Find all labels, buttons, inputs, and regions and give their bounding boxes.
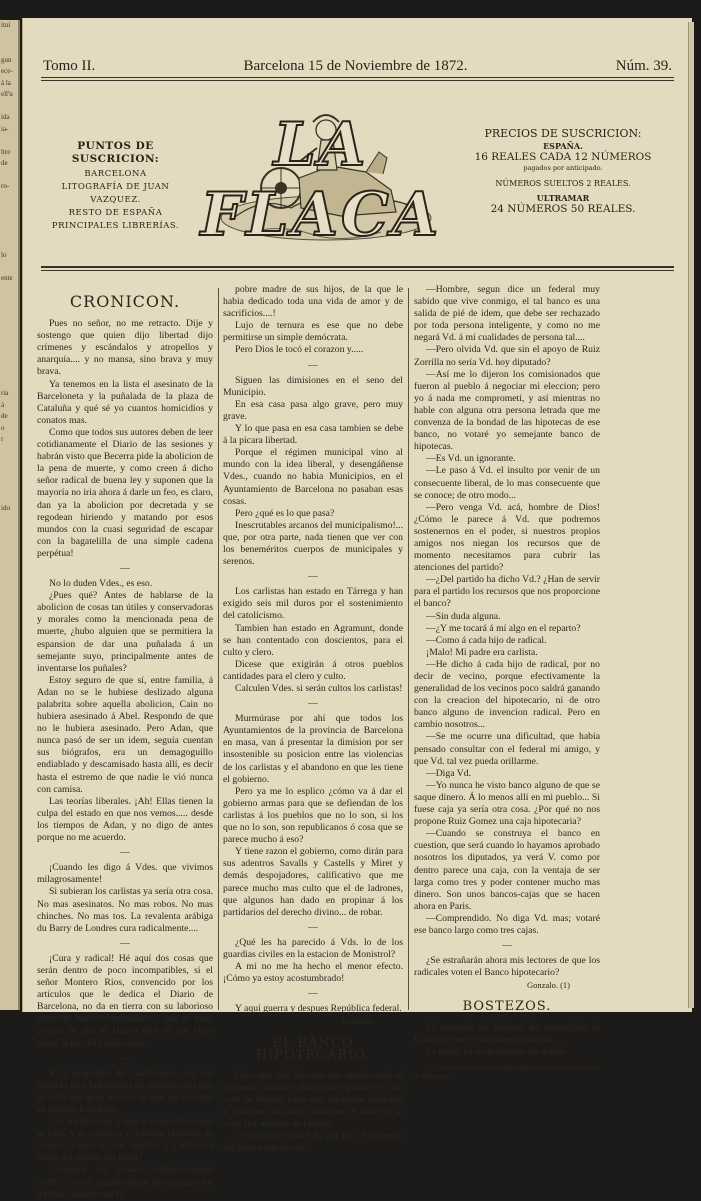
- prev-page-fragment: [0, 308, 18, 320]
- paragraph: ¿Qué les ha parecido á Vds. lo de los guardias civiles en la estacion de Monistrol?: [223, 936, 403, 960]
- prev-page-fragment: [0, 733, 18, 745]
- paragraph: pobre madre de sus hijos, de la que le habia dedicado toda una vida de amor y de sacrificios....!: [223, 284, 403, 320]
- dateline: Barcelona 15 de Noviembre de 1872.: [243, 58, 468, 74]
- paragraph: Calculen Vdes. si serán cultos los carlistas!: [235, 683, 403, 694]
- prev-page-fragment: [0, 618, 18, 630]
- paragraph: Y tiene razon el gobierno, como dirán para sus adentros Savalls y Castells y Miret y demás despojadores, calificativo que me parece mucho mas culto que el de ladrones, que algunos han dado en propinar á los partidarios del derecho divino... de robar.: [223, 846, 403, 918]
- prev-page-fragment: ltre: [1, 147, 11, 156]
- paragraph: —¿Del partido ha dicho Vd.? ¿Han de servir para el partido los recursos que nos proporcione el banco?: [414, 574, 600, 610]
- prev-page-fragment: [0, 549, 18, 561]
- prev-page-fragment: [0, 32, 18, 44]
- paragraph: —Diga Vd.: [426, 767, 472, 779]
- prev-page-fragment: [0, 584, 18, 596]
- section-separator: —: [308, 359, 318, 371]
- puntos-title: PUNTOS DE SUSCRICION:: [71, 140, 160, 165]
- paragraph: Lujo de ternura es ese que no debe permitirse un simple demócrata.: [223, 320, 403, 344]
- section-separator: —: [308, 571, 318, 583]
- paragraph: ¡Malo! Mi padre era carlista.: [426, 646, 538, 658]
- prev-page-fragment: [0, 710, 18, 722]
- precios-reales: 16 REALES CADA 12 NÚMEROS: [474, 151, 652, 163]
- prev-page-fragment: ituí: [1, 21, 11, 29]
- prev-page-fragment: [0, 446, 18, 458]
- paragraph: —Sin duda alguna.: [426, 610, 501, 622]
- precios-pagados: pagados por anticipado.: [523, 164, 603, 172]
- paragraph: —Hombre, segun dice un federal muy sabido que vive conmigo, el tal banco es una salida de pié de idem, que debe ser rechazado por toda persona inteligente, y como no me negará Vd. á mí cualidades de persona tal....: [414, 284, 600, 344]
- paragraph: Tambien han estado en Agramunt, donde se han contentado con doscientos, para el culto y clero.: [223, 622, 403, 658]
- paragraph: En esa casa pasa algo grave, pero muy grave.: [223, 398, 403, 422]
- prev-page-fragment: [0, 653, 18, 665]
- prev-page-fragment: [0, 572, 18, 584]
- newspaper-page: [22, 18, 692, 1200]
- prev-page-fragment: [0, 296, 18, 308]
- puntos-line: PRINCIPALES LIBRERÍAS.: [51, 221, 180, 231]
- paragraph: Los carlistas han estado en Tárrega y han exigido seis mil duros por el sostenimiento del catolicismo.: [223, 586, 403, 622]
- paragraph: Murmúrase por ahí que todos los Ayuntamientos de la provincia de Barcelona en masa, van á presentar la dimision por ser insostenible su posicion entre las violencias de los carlistas y el abandono en que les tiene el gobierno.: [223, 713, 403, 785]
- prev-page-fragment: [0, 239, 18, 251]
- paragraph: Siguen las dimisiones en el seno del Municipio.: [223, 374, 403, 398]
- prev-page-fragment: [0, 377, 18, 389]
- prev-page-fragment: [0, 365, 18, 377]
- column-right: [414, 284, 600, 1081]
- prev-page-fragment: [0, 319, 18, 331]
- paragraph: Pues no señor, no me retracto. Dije y sostengo que quien dijo libertad dijo crímenes y escándalos y atropellos y anarquía.... y no mansa, sino brava y muy brava.: [37, 318, 213, 378]
- puntos-suscricion: [43, 140, 188, 233]
- masthead-rule-thin: [41, 80, 674, 81]
- precios-sueltos: NÚMEROS SUELTOS 2 REALES.: [495, 179, 631, 188]
- prev-page-fragment: [0, 262, 18, 274]
- prev-page-fragment: [0, 722, 18, 734]
- prev-page-fragment: [0, 595, 18, 607]
- paragraph: Pero Dios le tocó el corazon y.....: [235, 344, 364, 356]
- paragraph: —Con que ¿vota Vd., por fin, el proyecto del Banco hipotecario?: [223, 1130, 403, 1154]
- paragraph: —Cuando se construya el banco en cuestion, que será cuando lo hayamos aprobado nosotros los diputados, ya verá V. como por dentro parece una caja, con la ventaja de ser larga como tres y poder contener mucho mas dinero. Son unos bancos-cajas que se hacen ahora en Paris.: [414, 828, 600, 912]
- prev-page-fragment: ia-: [1, 124, 9, 133]
- section-separator: —: [120, 1052, 130, 1064]
- header-rule: [41, 266, 674, 268]
- bostezos-title: BOSTEZOS.: [462, 999, 552, 1015]
- paragraph: —Le paso á Vd. el insulto por venir de un consecuente liberal, de lo mas consecuente que se conoce; de otro modo...: [414, 465, 600, 501]
- page-edge: [688, 22, 694, 1008]
- tomo-label: Tomo II.: [43, 58, 96, 74]
- paragraph: —Así me lo dijeron los comisionados que fueron al pueblo á negociar mi eleccion; pero yo á nada me comprometí, y así mientras no hable con alguna otra persona letrada que me convenza de la bondad de las hipotecas de ese banco, no votaré yo semejante banco de hipotecas.: [414, 368, 600, 453]
- prev-page-fragment: [0, 676, 18, 688]
- prev-page-fragment: [0, 331, 18, 343]
- paragraph: —Se me ocurre una dificultad, que había pensado consultar con el federal mi amigo, y que Vd. tal vez pueda orillarme.: [414, 731, 600, 767]
- paragraph: ¿Se estrañarán ahora mis lectores de que los radicales voten el Banco hipotecario?: [414, 955, 600, 979]
- precios-ultramar: ULTRAMAR: [536, 193, 590, 203]
- prev-page-fragment: ente: [1, 274, 13, 282]
- prev-page-fragment: [0, 526, 18, 538]
- prev-page-fragment: [0, 791, 18, 803]
- paragraph: Pero ya me lo esplico ¿cómo va á dar el gobierno armas para que se defiendan de los carlistas á los pueblos que no lo son, si los que no lo son, son republicanos ó cosa que se parece mucho á eso?: [223, 785, 403, 846]
- puntos-line: BARCELONA: [84, 169, 147, 179]
- paragraph: ¡Cuando les digo á Vdes. que vivimos milagrosamente!: [37, 862, 213, 886]
- paragraph: —Comprendido. No diga Vd. mas; votaré ese banco largo como tres cajas.: [414, 912, 600, 936]
- header-rule-thin: [41, 270, 674, 271]
- banco-title: EL BANCO HIPOTECARIO.: [255, 1035, 371, 1063]
- prev-page-fragment: [0, 101, 18, 113]
- paragraph: Creo que mis lectores me agradecerán el siguiente sabroso dialoguillo pasado en un café de Madrid entre dos diputados radicales y oido por un amigo mio que se halla en la córte por asuntos de familia.: [223, 1069, 403, 1130]
- prev-page-fragment: [0, 664, 18, 676]
- prev-page-fragment: de: [1, 159, 8, 167]
- prev-page-fragment: [0, 848, 18, 860]
- prev-page-fragment: [0, 825, 18, 837]
- column-cronicon: [37, 290, 213, 1200]
- prev-page-fragment: [0, 883, 18, 895]
- prev-page-fragment: [0, 43, 18, 55]
- prev-page-fragment: á: [1, 400, 5, 409]
- puntos-line: RESTO DE ESPAÑA: [68, 208, 163, 218]
- prev-page-fragment: [0, 170, 18, 182]
- prev-page-fragment: [0, 354, 18, 366]
- column-divider: [408, 288, 409, 1010]
- prev-page-fragment: ida: [1, 113, 10, 121]
- paragraph: —He dicho á cada hijo de radical, por no decir de vecino, porque efectivamente la generalidad de los vecinos poco saldrá ganando con la creacion del hipotecario, ni de otro banco alguno de invencion radical. Pero en cambio nosotros...: [414, 658, 600, 731]
- section-separator: —: [120, 562, 130, 574]
- prev-page-fragment: [0, 756, 18, 768]
- prev-page-fragment: [0, 561, 18, 573]
- paragraph: A mí no me ha hecho el menor efecto. ¡Cómo ya estoy acostumbrado!: [223, 961, 403, 985]
- section-separator: —: [120, 937, 130, 949]
- signature: Gonzalo. (1): [527, 980, 570, 991]
- paragraph: Es inútil; ya le declararán los demás.: [426, 1045, 569, 1057]
- paragraph: Dicese que exigirán á otros pueblos cantidades para el clero y culto.: [223, 658, 403, 682]
- cronicon-title: CRONICON.: [69, 292, 181, 311]
- paragraph: Consentir en casarse religiosamente ¡¡¡él!!.. por el simple placer de endulzar los últimos instantes de la: [37, 1164, 213, 1200]
- footnote: (1) Para evitar sospechas hago público que no soy el asesino de Melendo.: [414, 1063, 600, 1081]
- prev-page-fragment: [0, 538, 18, 550]
- prev-page-fragment: ece-: [1, 67, 13, 75]
- prev-page-fragment: [0, 216, 18, 228]
- precios-title: PRECIOS DE SUSCRICION:: [484, 127, 642, 140]
- prev-page-fragment: [0, 745, 18, 757]
- prev-page-fragment: [0, 802, 18, 814]
- paragraph: —Pero olvida Vd. que sin el apoyo de Ruiz Zorrilla no sería Vd. hoy diputado?: [414, 344, 600, 368]
- prev-page-fragment: [0, 837, 18, 849]
- paragraph: Y lo que pasa en esa casa tambien se debe á la picara libertad.: [223, 423, 403, 447]
- paragraph: ¡Cura y radical! Hé aquí dos cosas que serán dentro de poco incompatibles, si el señor Montero Rios, convencido por los artículos que le dedica el Diario de Barcelona, no da en tierra con su laborioso proyecto bucólico-eclesiástico, que si dará, porque lo que el Diario dice es tan claro como la luz del catolicismo.: [37, 952, 213, 1049]
- prev-page-fragment: [0, 607, 18, 619]
- logo-title: LA FLACA: [200, 110, 442, 250]
- prev-page-fragment: [0, 342, 18, 354]
- prev-page-fragment: r: [1, 435, 4, 443]
- column-middle: [223, 284, 403, 1154]
- masthead-rule: [41, 77, 674, 78]
- prev-page-fragment: [0, 193, 18, 205]
- paragraph: Las teorías liberales. ¡Ah! Ellas tienen la culpa del estado en que nos vemos..... desde los tiempos de Adan, y no digo de antes porque no me acuerdo.: [37, 795, 213, 844]
- prev-page-fragment: [0, 641, 18, 653]
- paragraph: Ya tenemos en la lista el asesinato de la Barceloneta y la puñalada de la plaza de Cataluña y qué sé yo cuantos homicidios y conatos mas.: [37, 378, 213, 426]
- prev-page-fragment: [0, 227, 18, 239]
- precios-suscricion: [453, 128, 673, 215]
- section-separator: —: [308, 698, 318, 710]
- column-divider: [218, 288, 219, 1010]
- prev-page-fragment: [0, 630, 18, 642]
- paragraph: —Como á cada hijo de radical.: [426, 634, 547, 646]
- prev-page-fragment: ido: [1, 504, 10, 512]
- signature: Cebuelo.: [342, 1016, 373, 1027]
- prev-page-fragment: [0, 492, 18, 504]
- section-separator: —: [120, 847, 130, 859]
- precios-ultramar-price: 24 NÚMEROS 50 REALES.: [490, 203, 636, 215]
- paragraph: —¿Y me tocará á mí algo en el reparto?: [426, 622, 581, 634]
- prev-page-fragment: ria: [1, 389, 9, 397]
- section-separator: —: [308, 988, 318, 1000]
- prev-page-fragment: [0, 814, 18, 826]
- closing-line: Y aquí guerra y despues República federal.: [235, 1003, 402, 1015]
- prev-page-fragment: [0, 204, 18, 216]
- paragraph: Si subieran los carlistas ya sería otra cosa. No mas asesinatos. No mas robos. No mas chinches. No mas tos. La revalenta arábiga du Barry de Londres cura radicalmente....: [37, 886, 213, 934]
- prev-page-fragment: [0, 871, 18, 883]
- prev-page-fragment: [0, 779, 18, 791]
- issue-number: Núm. 39.: [615, 58, 672, 74]
- paragraph: Pero ¿qué es lo que pasa?: [235, 507, 335, 519]
- paragraph: —Yo nunca he visto banco alguno de que se saque dinero. Á lo menos allí en mi pueblo... Si fuese caja ya sería otra cosa. ¿Por qué no nos propone Ruiz Gomez una caja hipotecaria?: [414, 779, 600, 828]
- prev-page-fragment: á la: [1, 78, 11, 87]
- prev-page-fragment: [0, 480, 18, 492]
- paragraph: No lo duden Vdes., es eso.: [49, 578, 153, 590]
- puntos-line: LITOGRAFÍA DE JUAN VAZQUEZ.: [61, 182, 170, 205]
- paragraph: —Pero venga Vd. acá, hombre de Dios! ¿Cómo le parece á Vd. que podremos sostenernos en el poder, si nuestros propios amigos nos niegan los recursos que de momento necesitamos para cubrir las atenciones del partido?: [414, 501, 600, 574]
- paragraph: Como que todos sus autores deben de leer cotidianamente el Diario de las sesiones y habrán visto que Becerra pide la abolicion de la pena de muerte, y como creen á dicho señor radical de buena ley y suponen que la mayoría no iria ahora á darle un feo, es claro, dan ya la abolicion por decretada y se regodean hiriendo y matando por esos mundos con la cuasi seguridad de escapar con la bagatelilla de una simple cadena perpétua!: [37, 426, 213, 559]
- prev-page-fragment: [0, 285, 18, 297]
- precios-espana: ESPAÑA.: [543, 141, 583, 151]
- paragraph: El marqués de Sardoal ha aconsejado al Gobierno que se declare en quiebra.: [414, 1021, 600, 1045]
- prev-page-fragment: [0, 135, 18, 147]
- masthead: [43, 58, 672, 75]
- prev-page-fragment: [0, 860, 18, 872]
- prev-page-fragment: gun: [1, 55, 12, 64]
- prev-page-fragment: [0, 768, 18, 780]
- paragraph: Y á propósito de catolicismo, no me negarán esos bribonazos de republicanos que ha sido una gran leccion la que les ha dado su famoso Rochefort.: [37, 1067, 213, 1115]
- masthead-logo: [191, 100, 451, 260]
- section-separator: —: [502, 940, 512, 952]
- prev-page-fragment: [0, 687, 18, 699]
- prev-page-fragment: lo: [1, 251, 7, 259]
- paragraph: —Es Vd. un ignorante.: [426, 453, 516, 465]
- prev-page-fragment: [0, 457, 18, 469]
- paragraph: Estoy seguro de que sí, entre familia, á Adan no se le hubiese deslizado alguna palabrita sobre aquella abolicion, Cain no hubiera asesinado á Abel. Respondo de que no le hubiera asesinado. Pero Adan, que nunca pasó de ser un idem, seguía cuentan sus biógrafos, era un demagoguillo endiablado y descamisado hasta allí, es decir hasta el estremo de que nadie le vió nunca con camisa.: [37, 674, 213, 795]
- paragraph: Inescrutables arcanos del municipalismo!... que, por otra parte, nada tienen que ver con los beneméritos cuerpos de municipales y serenos.: [223, 519, 403, 568]
- paragraph: ¿Pues qué? Antes de hablarse de la abolicion de cosas tan útiles y conservadoras y morales como la mencionada pena de muerte, ¿hubo alguien que se permitiera la espansion de dar una puñalada á un semejante suyo, principalmente antes de inventarse los puñales?: [37, 590, 213, 674]
- prev-page-fragment: ro-: [1, 182, 10, 190]
- section-separator: —: [308, 921, 318, 933]
- prev-page-fragment: [0, 515, 18, 527]
- prev-page-fragment: [0, 469, 18, 481]
- paragraph: Porque el régimen municipal vino al mundo con la idea liberal, y desengáñense Vdes., cuando no habia Municipios, en el Ayuntamiento de Barcelona no pasaban esas cosas.: [223, 447, 403, 507]
- prev-page-fragment: de: [1, 412, 8, 420]
- prev-page-fragment: [0, 699, 18, 711]
- prev-page-fragment: ell'u: [1, 90, 13, 98]
- previous-page-edge: [0, 20, 20, 1010]
- paragraph: ¡Un republicano y ateo y comunalista que se casa, y se confiesa y derrama lágrimas de ternura, como la mas sencilla y candorosa oveja del rebaño del señor!: [37, 1116, 213, 1164]
- prev-page-fragment: o: [1, 423, 5, 432]
